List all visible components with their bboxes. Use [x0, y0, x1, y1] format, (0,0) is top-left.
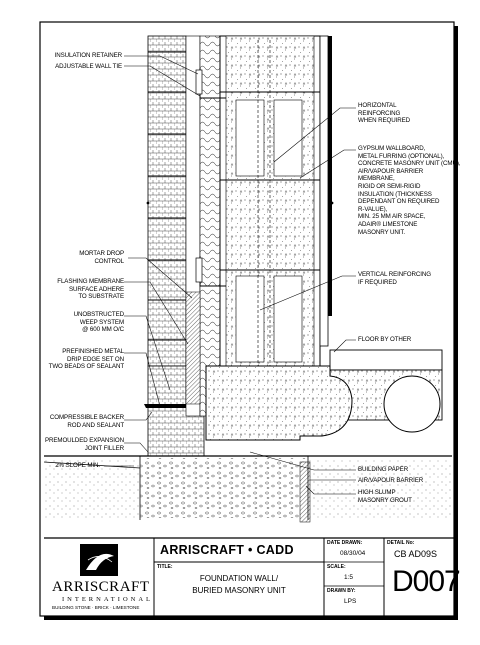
label-expansion-joint: PREMOULDED EXPANSION JOINT FILLER [44, 437, 124, 452]
date-label: DATE DRAWN: [327, 540, 363, 546]
label-weep-system: UNOBSTRUCTED WEEP SYSTEM @ 600 MM O/C [73, 311, 124, 334]
label-mortar-drop-control: MORTAR DROP CONTROL [79, 250, 124, 265]
drawn-by-value: LPS [344, 598, 357, 605]
detail-code: CB AD09S [394, 549, 438, 559]
label-wall-assembly: GYPSUM WALLBOARD, METAL FURRING (OPTIONAL), CONCRETE MASONRY UNIT (CMU), AIR/VAPOUR BARRIER MEMBRANE, RIGID OR SEMI-RIGID INSULATION (THICKNESS DEPENDANT ON REQUIRED R-VALUE), MIN. 25 MM AIR SPACE, ADAIR® LIMESTONE MASONRY UNIT. [358, 145, 461, 236]
logo-tagline: BUILDING STONE · BRICK · LIMESTONE [52, 605, 140, 610]
label-horizontal-reinforcing: HORIZONTAL REINFORCING WHEN REQUIRED [358, 102, 410, 125]
label-backer-rod: COMPRESSIBLE BACKER ROD AND SEALANT [49, 414, 124, 429]
label-building-paper: BUILDING PAPER [358, 466, 409, 473]
title-label: TITLE: [157, 564, 173, 570]
label-adjustable-wall-tie: ADJUSTABLE WALL TIE [55, 63, 122, 70]
label-insulation-retainer: INSULATION RETAINER [54, 52, 122, 59]
logo-name: ARRISCRAFT [52, 579, 150, 595]
detail-label: DETAIL No: [387, 540, 415, 546]
label-air-vapour-barrier: AIR/VAPOUR BARRIER [358, 477, 424, 484]
label-slope: 2% SLOPE MIN. [55, 462, 100, 469]
company-logo [80, 544, 118, 576]
company-header: ARRISCRAFT • CADD [160, 543, 294, 557]
logo-sub: INTERNATIONAL [62, 596, 153, 603]
label-drip-edge: PREFINISHED METAL DRIP EDGE SET ON TWO BEADS OF SEALANT [48, 348, 124, 371]
scale-value: 1:5 [344, 574, 354, 581]
label-floor: FLOOR BY OTHER [358, 336, 412, 343]
scale-label: SCALE: [327, 564, 346, 570]
detail-number: D007 [392, 565, 460, 598]
date-value: 08/30/04 [340, 550, 366, 557]
label-masonry-grout: HIGH SLUMP MASONRY GROUT [358, 489, 412, 504]
drawn-by-label: DRAWN BY: [327, 588, 356, 594]
label-vertical-reinforcing: VERTICAL REINFORCING IF REQUIRED [358, 271, 431, 286]
label-flashing-membrane: FLASHING MEMBRANE SURFACE ADHERE TO SUBSTRATE [57, 278, 124, 301]
drawing-title-line1: FOUNDATION WALL/ [199, 574, 279, 583]
drawing-title-line2: BURIED MASONRY UNIT [192, 586, 286, 595]
